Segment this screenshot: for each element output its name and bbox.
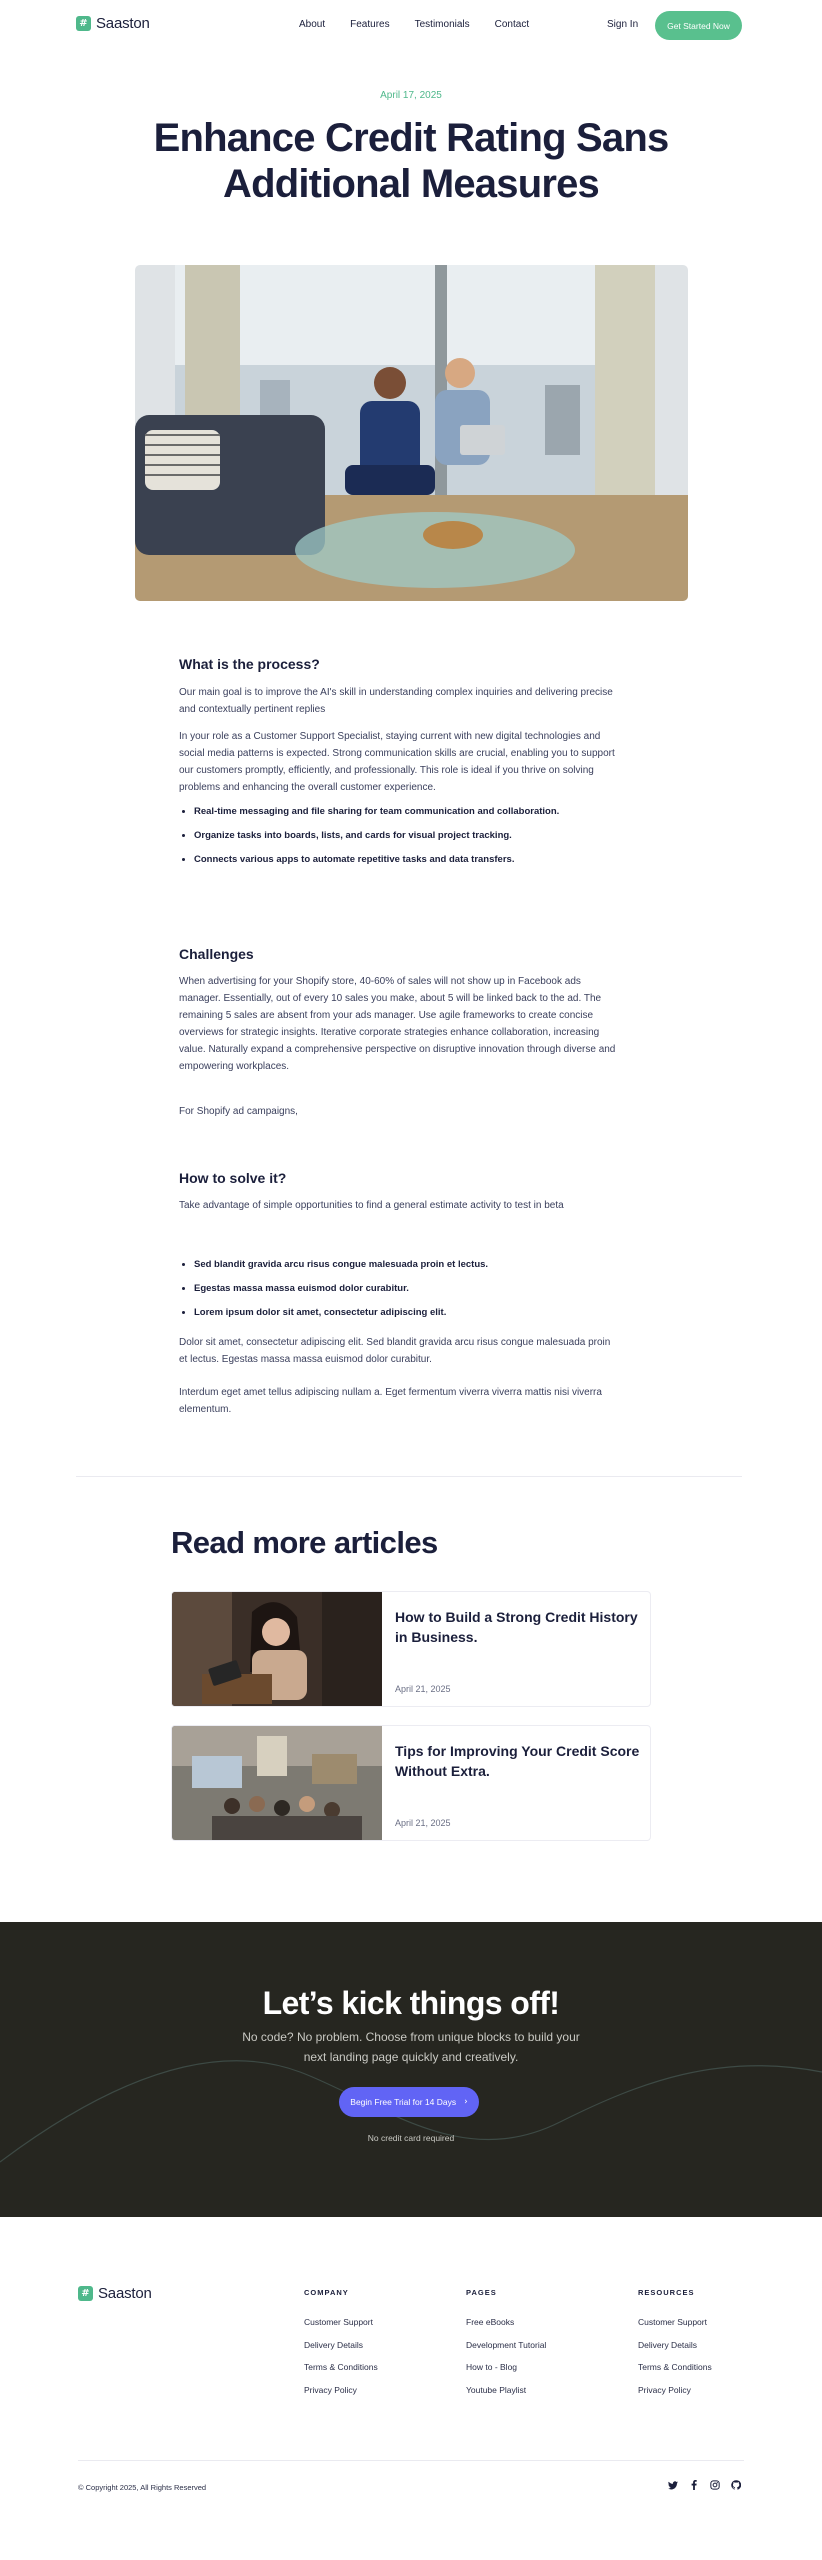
article-card-date: April 21, 2025 — [395, 1818, 451, 1828]
section-divider — [76, 1476, 742, 1477]
solve-bullet-list — [179, 1258, 619, 1330]
facebook-icon[interactable] — [689, 2480, 699, 2490]
list-item: Connects various apps to automate repetitive tasks and data transfers. — [179, 853, 619, 877]
article-card-date: April 21, 2025 — [395, 1684, 451, 1694]
article-card[interactable] — [171, 1725, 651, 1841]
footer-link[interactable]: Development Tutorial — [466, 2339, 547, 2350]
footer-link[interactable]: Terms & Conditions — [638, 2362, 712, 2372]
decorative-wave — [0, 1922, 822, 2217]
section-solve-intro: Take advantage of simple opportunities to find a general estimate activity to test in beta — [179, 1200, 564, 1211]
list-item: Real-time messaging and file sharing for team communication and collaboration. — [179, 805, 619, 829]
footer-link[interactable]: How to - Blog — [466, 2362, 518, 2372]
article-card-title: Tips for Improving Your Credit Score Without Extra. — [395, 1743, 640, 1779]
nav-features[interactable]: Features — [350, 19, 390, 30]
free-trial-button-label: Begin Free Trial for 14 Days — [350, 2097, 457, 2107]
chevron-right-icon: › — [464, 2097, 468, 2107]
footer-link[interactable]: Youtube Playlist — [466, 2384, 527, 2395]
process-bullet-list — [179, 805, 619, 877]
section-process-intro: Our main goal is to improve the AI's skill in understanding complex inquiries and delivering precise and contextually pertinent replies — [179, 687, 613, 715]
footer-column-company — [304, 2288, 378, 2407]
section-heading-challenges: Challenges — [179, 946, 254, 962]
logo-mark-icon: # — [76, 16, 91, 31]
read-more-title: Read more articles — [171, 1525, 438, 1560]
cta-note: No credit card required — [367, 2133, 455, 2143]
footer-column-heading: COMPANY — [304, 2288, 349, 2297]
section-process-body: In your role as a Customer Support Specialist, staying current with new digital technologies and social media patterns is expected. Strong communication skills are crucial, enabling you to support our customers promptly, efficiently, and professionally. This role is ideal if you thrive on solving problems and enhancing the overall customer experience. — [179, 731, 615, 793]
section-heading-process: What is the process? — [179, 656, 320, 672]
hero-image — [135, 265, 688, 601]
footer-link[interactable]: Delivery Details — [304, 2339, 364, 2350]
section-solve-body: Dolor sit amet, consectetur adipiscing elit. Sed blandit gravida arcu risus congue malesuada proin et lectus. Egestas massa massa euismod dolor curabitur. — [179, 1337, 611, 1365]
section-challenges-note: For Shopify ad campaigns, — [179, 1106, 298, 1117]
footer-link[interactable]: Privacy Policy — [638, 2384, 691, 2395]
section-heading-solve: How to solve it? — [179, 1170, 287, 1186]
social-links — [668, 2480, 741, 2490]
logo-text: Saaston — [96, 15, 150, 32]
footer-column-heading: RESOURCES — [638, 2288, 695, 2297]
get-started-button[interactable]: Get Started Now — [655, 11, 742, 40]
list-item: Egestas massa massa euismod dolor curabitur. — [179, 1282, 619, 1306]
cta-section — [0, 1922, 822, 2217]
article-card-title: How to Build a Strong Credit History in Business. — [395, 1609, 638, 1645]
list-item: Lorem ipsum dolor sit amet, consectetur adipiscing elit. — [179, 1306, 619, 1330]
article-card-image — [172, 1592, 382, 1707]
footer-link[interactable]: Customer Support — [304, 2317, 373, 2327]
footer-link[interactable]: Delivery Details — [638, 2339, 698, 2350]
logo[interactable] — [76, 15, 150, 32]
footer-link[interactable]: Privacy Policy — [304, 2384, 357, 2395]
post-title: Enhance Credit Rating Sans Additional Measures — [153, 116, 669, 206]
nav-testimonials[interactable]: Testimonials — [414, 19, 470, 30]
sign-in-link[interactable]: Sign In — [607, 19, 639, 30]
footer-column-resources — [638, 2288, 712, 2407]
list-item: Organize tasks into boards, lists, and cards for visual project tracking. — [179, 829, 619, 853]
logo-text: Saaston — [98, 2285, 152, 2302]
article-card-image — [172, 1726, 382, 1841]
cta-subtitle: No code? No problem. Choose from unique blocks to build your next landing page quickly and creatively. — [242, 2030, 580, 2064]
footer-link[interactable]: Terms & Conditions — [304, 2362, 378, 2372]
post-date: April 17, 2025 — [380, 90, 442, 101]
footer-column-heading: PAGES — [466, 2288, 497, 2297]
twitter-icon[interactable] — [668, 2480, 678, 2490]
nav-contact[interactable]: Contact — [494, 19, 530, 30]
github-icon[interactable] — [731, 2480, 741, 2490]
list-item: Sed blandit gravida arcu risus congue malesuada proin et lectus. — [179, 1258, 619, 1282]
nav-about[interactable]: About — [299, 19, 326, 30]
footer-link[interactable]: Customer Support — [638, 2317, 707, 2327]
site-header — [0, 0, 822, 50]
footer-link[interactable]: Free eBooks — [466, 2317, 515, 2327]
cta-title: Let’s kick things off! — [262, 1985, 560, 2021]
section-challenges-body: When advertising for your Shopify store, 40-60% of sales will not show up in Facebook ads manager. Essentially, out of every 10 sales you make, about 5 will be linked back to the ad. The remaining 5 sales are absent from your ads manager. Use agile frameworks to create concise overviews for strategic insights. Iterative corporate strategies enhance collaboration, increasing value. Naturally expand a comprehensive perspective on disruptive innovation through diverse and empowering workplaces. — [179, 976, 616, 1072]
footer-logo[interactable] — [78, 2285, 152, 2302]
logo-mark-icon: # — [78, 2286, 93, 2301]
footer-column-pages — [466, 2288, 546, 2407]
main-nav — [299, 19, 529, 30]
copyright-text: © Copyright 2025, All Rights Reserved — [78, 2483, 207, 2492]
article-card[interactable] — [171, 1591, 651, 1707]
footer-divider — [78, 2460, 744, 2461]
instagram-icon[interactable] — [710, 2480, 720, 2490]
section-solve-closing: Interdum eget amet tellus adipiscing nullam a. Eget fermentum viverra viverra mattis nisi viverra elementum. — [179, 1387, 602, 1415]
free-trial-button[interactable] — [339, 2087, 479, 2117]
